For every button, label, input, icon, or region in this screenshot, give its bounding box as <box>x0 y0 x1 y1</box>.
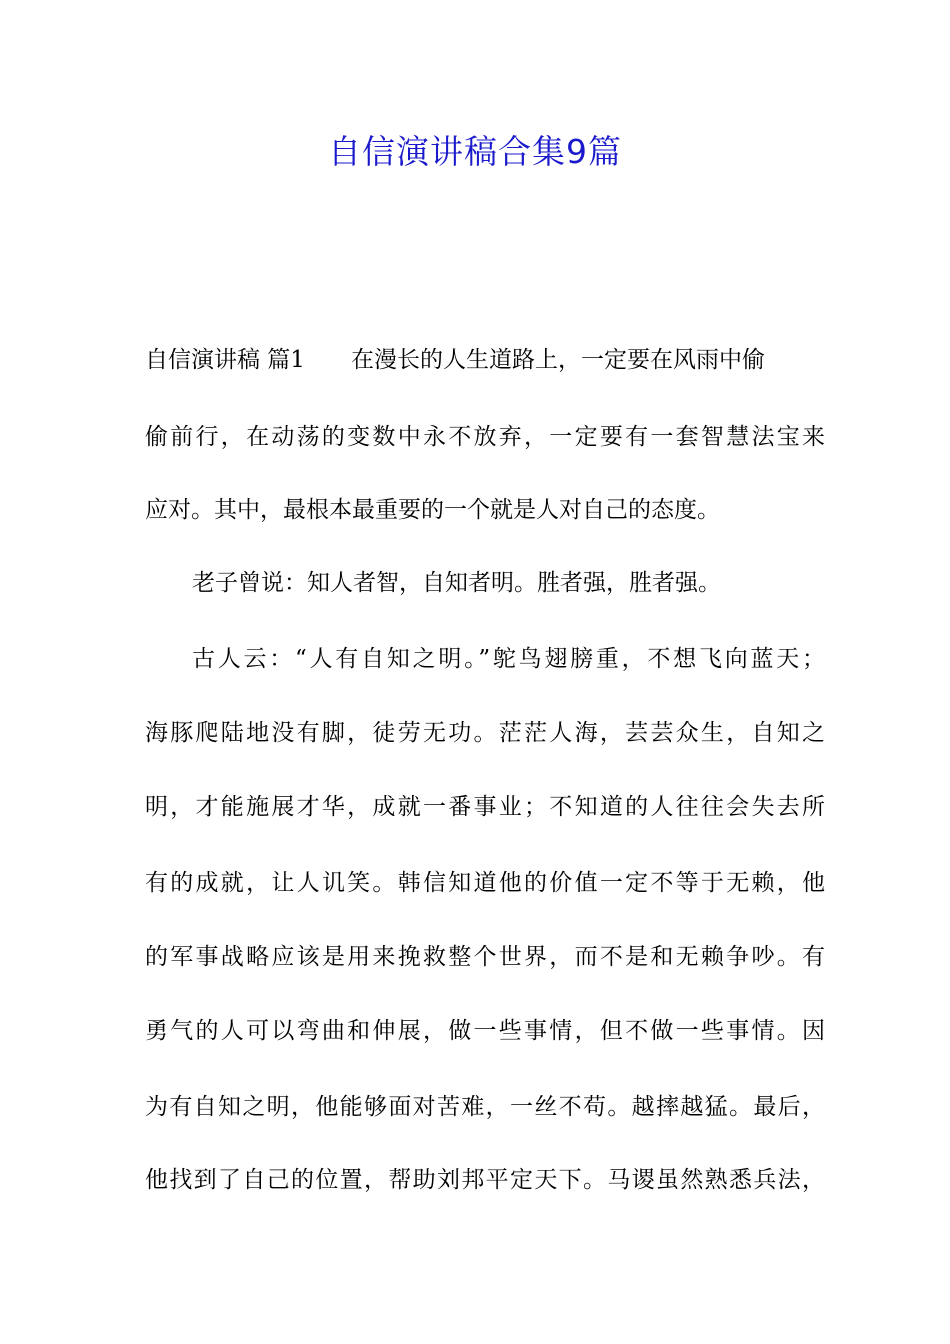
paragraph-line-10: 勇气的人可以弯曲和伸展，做一些事情，但不做一些事情。因 <box>145 1018 825 1044</box>
paragraph-line-5: 古人云：“人有自知之明。”鸵鸟翅膀重，不想飞向蓝天； <box>192 646 825 672</box>
line-text: 在漫长的人生道路上，一定要在风雨中偷 <box>350 347 765 373</box>
paragraph-line-2: 偷前行，在动荡的变数中永不放弃，一定要有一套智慧法宝来 <box>145 424 825 450</box>
paragraph-line-11: 为有自知之明，他能够面对苦难，一丝不苟。越摔越猛。最后， <box>145 1094 825 1120</box>
paragraph-line-9: 的军事战略应该是用来挽救整个世界，而不是和无赖争吵。有 <box>145 944 825 970</box>
paragraph-line-12: 他找到了自己的位置，帮助刘邦平定天下。马谡虽然熟悉兵法， <box>145 1167 825 1193</box>
section-label: 自信演讲稿 篇1 <box>145 347 305 373</box>
paragraph-line-6: 海豚爬陆地没有脚，徒劳无功。茫茫人海，芸芸众生，自知之 <box>145 720 825 746</box>
paragraph-line-4: 老子曾说：知人者智，自知者明。胜者强，胜者强。 <box>192 570 721 596</box>
document-title: 自信演讲稿合集9篇 <box>328 132 622 171</box>
paragraph-line-1 <box>145 340 825 380</box>
paragraph-line-7: 明，才能施展才华，成就一番事业；不知道的人往往会失去所 <box>145 794 825 820</box>
paragraph-line-8: 有的成就，让人讥笑。韩信知道他的价值一定不等于无赖，他 <box>145 870 825 896</box>
paragraph-line-3: 应对。其中，最根本最重要的一个就是人对自己的态度。 <box>145 497 720 523</box>
